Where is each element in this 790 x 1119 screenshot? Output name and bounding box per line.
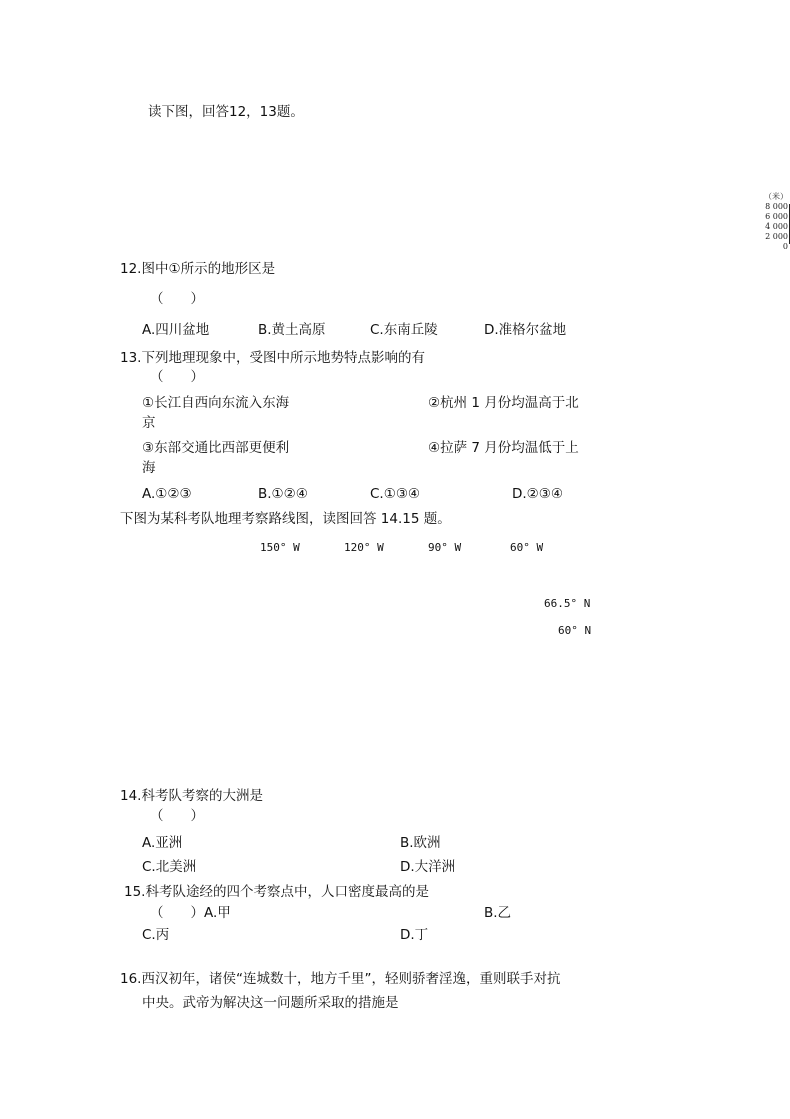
q14-option-b: B.欧洲 <box>400 835 441 851</box>
scale-tick: 2 000 <box>765 232 788 241</box>
q13-option-d: D.②③④ <box>512 486 563 502</box>
q15-option-c: C.丙 <box>142 927 170 943</box>
q15-paren-option-a: （ ）A.甲 <box>150 905 231 921</box>
intro-14-15: 下图为某科考队地理考察路线图，读图回答 14.15 题。 <box>120 511 451 527</box>
q15-option-d: D.丁 <box>400 927 429 943</box>
q14-stem: 14.科考队考察的大洲是 <box>120 788 263 804</box>
q12-stem: 12.图中①所示的地形区是 <box>120 261 276 277</box>
lat-label: 60° N <box>558 624 592 637</box>
q13-item-2-wrap: 京 <box>142 415 156 431</box>
scale-tick: 4 000 <box>765 222 788 231</box>
q15-option-b: B.乙 <box>484 905 512 921</box>
q16-stem-line-2: 中央。武帝为解决这一问题所采取的措施是 <box>142 995 399 1011</box>
q14-option-a: A.亚洲 <box>142 835 183 851</box>
q14-option-c: C.北美洲 <box>142 859 197 875</box>
q14-option-d: D.大洋洲 <box>400 859 456 875</box>
lon-label: 150° W <box>260 541 300 554</box>
q15-stem: 15.科考队途经的四个考察点中，人口密度最高的是 <box>124 884 429 900</box>
q12-option-b: B.黄土高原 <box>258 322 326 338</box>
elevation-scale <box>760 192 790 252</box>
q13-option-a: A.①②③ <box>142 486 192 502</box>
lon-label: 90° W <box>428 541 462 554</box>
q13-item-2: ②杭州 1 月份均温高于北 <box>428 395 579 411</box>
q13-stem: 13.下列地理现象中，受图中所示地势特点影响的有 <box>120 350 425 366</box>
q12-option-d: D.准格尔盆地 <box>484 322 567 338</box>
lon-label: 120° W <box>344 541 384 554</box>
q16-stem-line-1: 16.西汉初年，诸侯“连城数十，地方千里”，轻则骄奢淫逸，重则联手对抗 <box>120 971 561 987</box>
q13-item-3: ③东部交通比西部更便利 <box>142 440 290 456</box>
q12-option-a: A.四川盆地 <box>142 322 210 338</box>
scale-tick: 6 000 <box>765 212 788 221</box>
scale-unit: （米） <box>764 192 788 201</box>
intro-12-13: 读下图，回答12，13题。 <box>148 104 304 120</box>
q13-item-1: ①长江自西向东流入东海 <box>142 395 290 411</box>
q13-item-4-wrap: 海 <box>142 460 156 476</box>
lon-label: 60° W <box>510 541 544 554</box>
lat-label: 66.5° N <box>544 597 591 610</box>
scale-tick: 8 000 <box>765 202 788 211</box>
q13-option-c: C.①③④ <box>370 486 421 502</box>
q13-item-4: ④拉萨 7 月份均温低于上 <box>428 440 579 456</box>
q12-option-c: C.东南丘陵 <box>370 322 438 338</box>
q13-option-b: B.①②④ <box>258 486 308 502</box>
scale-tick: 0 <box>782 242 788 251</box>
q13-paren: （ ） <box>150 369 204 385</box>
q12-paren: （ ） <box>150 291 204 307</box>
q14-paren: （ ） <box>150 808 204 824</box>
